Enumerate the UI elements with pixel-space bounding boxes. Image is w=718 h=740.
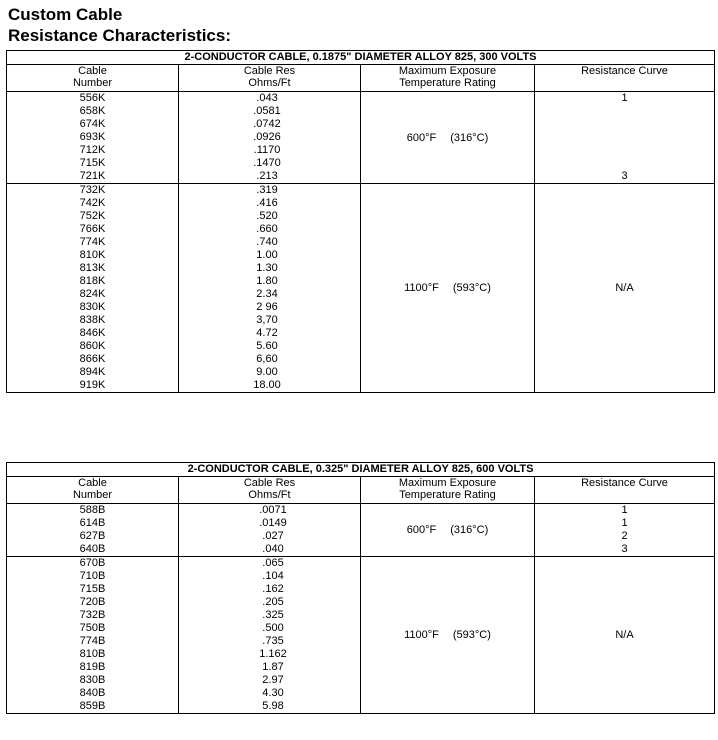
resistance-curve-cell: 3 xyxy=(621,543,628,555)
cable-res-cell: .0926 xyxy=(253,131,281,143)
col-header-cable-res: Cable Res Ohms/Ft xyxy=(179,65,361,92)
cell-list-res xyxy=(233,184,360,392)
cable-number-cell: 766K xyxy=(79,223,106,235)
cable-res-cell: .027 xyxy=(262,530,284,542)
col-header-resistance-curve: Resistance Curve xyxy=(535,65,715,92)
resistance-curve-cell: 2 xyxy=(621,530,628,542)
cable-res-cell: 2 96 xyxy=(256,301,278,313)
page-subtitle: Resistance Characteristics: xyxy=(8,26,232,45)
cable-number-cell: 774B xyxy=(79,635,106,647)
cable-res-cell: 2.34 xyxy=(256,288,278,300)
cable-res-cell: .104 xyxy=(262,570,284,582)
cable-number-cell: 588B xyxy=(79,504,106,516)
cable-number-cell: 750B xyxy=(79,622,106,634)
cable-res-cell: .325 xyxy=(262,609,284,621)
cable-number-cell: 710B xyxy=(79,570,106,582)
cell-list-number xyxy=(7,92,178,183)
cable-number-cell: 810B xyxy=(79,648,106,660)
cable-number-cell: 693K xyxy=(79,131,106,143)
cable-res-cell: .205 xyxy=(262,596,284,608)
cell-list-number xyxy=(7,184,178,392)
resistance-curve-cell: 1 xyxy=(621,92,628,104)
cell-list-curve xyxy=(535,92,714,183)
cell-list-res xyxy=(233,92,360,183)
cable-number-cell: 838K xyxy=(79,314,106,326)
cable-res-cell: .213 xyxy=(256,170,278,182)
resistance-curve-value: N/A xyxy=(535,557,715,714)
temperature-rating: 600°F (316°C) xyxy=(361,504,535,557)
cable-res-cell: .740 xyxy=(256,236,278,248)
cable-res-cell: 1.30 xyxy=(256,262,278,274)
cable-number-cell: 830B xyxy=(79,674,106,686)
col-header-max-exposure: Maximum Exposure Temperature Rating xyxy=(361,65,535,92)
page-title: Custom Cable xyxy=(8,5,123,24)
cell-list-res xyxy=(239,504,360,556)
resistance-curve-cell xyxy=(535,157,714,170)
cable-res-cell: .1170 xyxy=(253,144,281,156)
cable-number-cell: 824K xyxy=(79,288,106,300)
resistance-curve-cell: 1 xyxy=(621,517,628,529)
temperature-rating: 600°F (316°C) xyxy=(361,92,535,184)
cable-number-cell: 614B xyxy=(79,517,106,529)
cable-res-cell: .0149 xyxy=(259,517,287,529)
cable-res-cell: 1.00 xyxy=(256,249,278,261)
cable-number-cell: 830K xyxy=(79,301,106,313)
cable-res-cell: 1.162 xyxy=(259,648,287,660)
cable-res-cell: .520 xyxy=(256,210,278,222)
cable-number-cell: 674K xyxy=(79,118,106,130)
cable-number-cell: 721K xyxy=(79,170,106,182)
cable-res-cell: .500 xyxy=(262,622,284,634)
cable-res-cell: .043 xyxy=(256,92,278,104)
cable-res-cell: 5.60 xyxy=(256,340,278,352)
cell-list-number xyxy=(7,557,178,713)
cable-table-1 xyxy=(6,50,715,393)
cable-number-cell: 840B xyxy=(79,687,106,699)
cable-res-cell: 6,60 xyxy=(256,353,278,365)
resistance-curve-cell xyxy=(535,144,714,157)
temperature-rating: 1100°F (593°C) xyxy=(361,557,535,714)
cable-number-cell: 810K xyxy=(79,249,106,261)
resistance-curve-cell xyxy=(535,118,714,131)
cable-res-cell: .0581 xyxy=(253,105,281,117)
cable-number-cell: 866K xyxy=(79,353,106,365)
cable-res-cell: 1.80 xyxy=(256,275,278,287)
cable-number-cell: 670B xyxy=(79,557,106,569)
cable-res-cell: .0742 xyxy=(253,118,281,130)
resistance-curve-cell xyxy=(535,105,714,118)
cable-res-cell: .065 xyxy=(262,557,284,569)
col-header-cable-number: Cable Number xyxy=(7,477,179,504)
cable-res-cell: 3,70 xyxy=(256,314,278,326)
resistance-curve-value: N/A xyxy=(535,184,715,393)
cable-res-cell: .319 xyxy=(256,184,278,196)
cable-number-cell: 846K xyxy=(79,327,106,339)
resistance-curve-cell: 1 xyxy=(621,504,628,516)
resistance-curve-cell: 3 xyxy=(621,170,628,182)
temperature-rating: 1100°F (593°C) xyxy=(361,184,535,393)
cable-number-cell: 732B xyxy=(79,609,106,621)
cable-number-cell: 859B xyxy=(79,700,106,712)
col-header-max-exposure: Maximum Exposure Temperature Rating xyxy=(361,477,535,504)
cable-number-cell: 819B xyxy=(79,661,106,673)
cable-number-cell: 860K xyxy=(79,340,106,352)
cable-res-cell: 5.98 xyxy=(262,700,284,712)
cable-number-cell: 919K xyxy=(79,379,106,391)
col-header-cable-number: Cable Number xyxy=(7,65,179,92)
cable-table-2 xyxy=(6,462,715,714)
cable-number-cell: 715B xyxy=(79,583,106,595)
cell-list-number xyxy=(7,504,178,556)
cable-number-cell: 556K xyxy=(79,92,106,104)
table-group xyxy=(7,184,715,393)
cable-number-cell: 720B xyxy=(79,596,106,608)
cable-res-cell: 9.00 xyxy=(256,366,278,378)
table-caption: 2-CONDUCTOR CABLE, 0.325" DIAMETER ALLOY 825, 600 VOLTS xyxy=(7,463,715,477)
cable-res-cell: 1.87 xyxy=(262,661,284,673)
cable-res-cell: 18.00 xyxy=(253,379,281,391)
cable-number-cell: 813K xyxy=(79,262,106,274)
cable-number-cell: 818K xyxy=(79,275,106,287)
cable-number-cell: 715K xyxy=(79,157,106,169)
col-header-resistance-curve: Resistance Curve xyxy=(535,477,715,504)
cable-number-cell: 627B xyxy=(79,530,106,542)
cable-res-cell: .735 xyxy=(262,635,284,647)
cable-res-cell: .416 xyxy=(256,197,278,209)
cable-res-cell: 4.30 xyxy=(262,687,284,699)
cable-res-cell: .660 xyxy=(256,223,278,235)
table-group xyxy=(7,504,715,557)
cable-number-cell: 658K xyxy=(79,105,106,117)
cable-number-cell: 774K xyxy=(79,236,106,248)
cable-res-cell: .0071 xyxy=(259,504,287,516)
cable-res-cell: .162 xyxy=(262,583,284,595)
cell-list-res xyxy=(239,557,360,713)
cable-number-cell: 752K xyxy=(79,210,106,222)
cable-res-cell: .1470 xyxy=(253,157,281,169)
cable-number-cell: 894K xyxy=(79,366,106,378)
cable-number-cell: 712K xyxy=(79,144,106,156)
cable-number-cell: 640B xyxy=(79,543,106,555)
cable-number-cell: 732K xyxy=(79,184,106,196)
table-caption: 2-CONDUCTOR CABLE, 0.1875" DIAMETER ALLOY 825, 300 VOLTS xyxy=(7,51,715,65)
table-group xyxy=(7,557,715,714)
col-header-cable-res: Cable Res Ohms/Ft xyxy=(179,477,361,504)
cable-number-cell: 742K xyxy=(79,197,106,209)
cell-list-curve xyxy=(535,504,714,556)
cable-res-cell: 2.97 xyxy=(262,674,284,686)
cable-res-cell: 4.72 xyxy=(256,327,278,339)
resistance-curve-cell xyxy=(535,131,714,144)
cable-res-cell: .040 xyxy=(262,543,284,555)
table-group xyxy=(7,92,715,184)
